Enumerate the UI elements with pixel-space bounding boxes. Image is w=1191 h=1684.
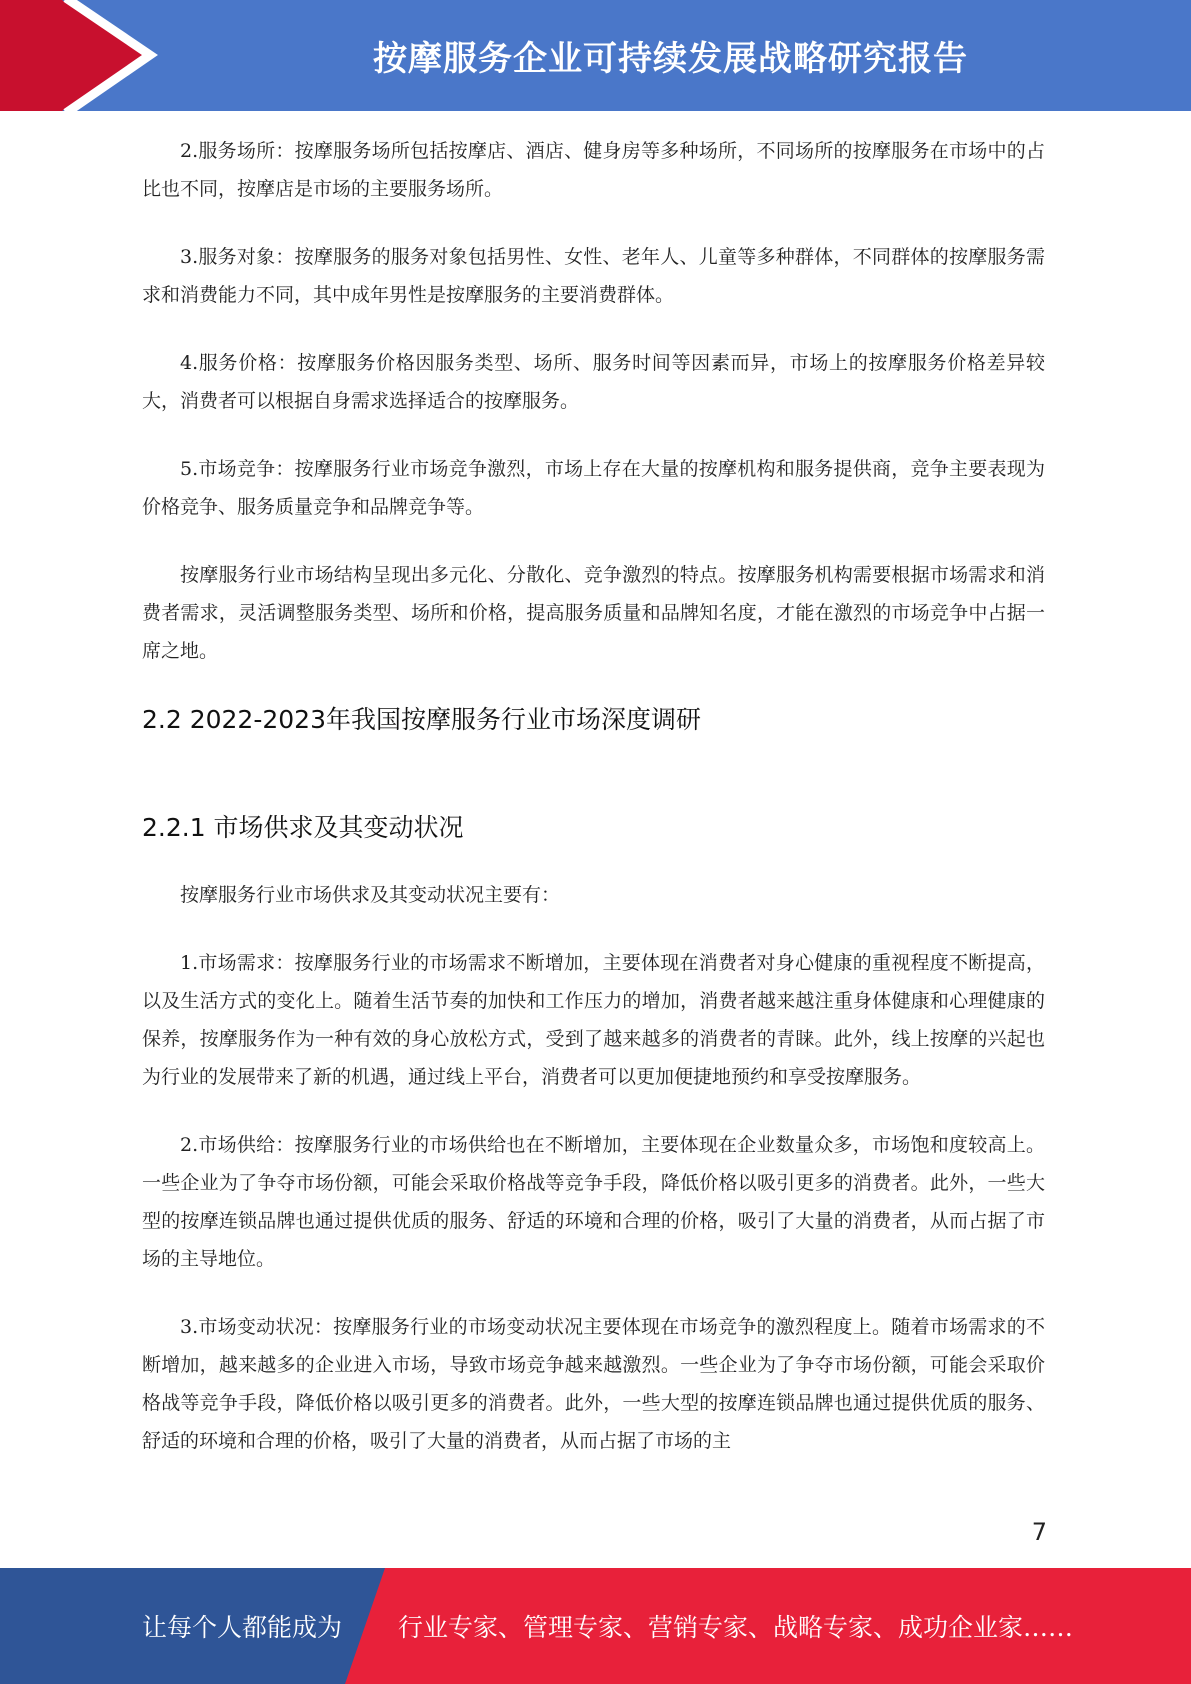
footer-slogan-right: 行业专家、管理专家、营销专家、战略专家、成功企业家…… (398, 1613, 1074, 1642)
paragraph-market-competition: 5.市场竞争：按摩服务行业市场竞争激烈，市场上存在大量的按摩机构和服务提供商，竞争主要表现为价格竞争、服务质量竞争和品牌竞争等。 (142, 458, 1045, 518)
paragraph-service-price: 4.服务价格：按摩服务价格因服务类型、场所、服务时间等因素而异，市场上的按摩服务价格差异较大，消费者可以根据自身需求选择适合的按摩服务。 (142, 352, 1045, 412)
paragraph-market-structure-summary: 按摩服务行业市场结构呈现出多元化、分散化、竞争激烈的特点。按摩服务机构需要根据市场需求和消费者需求，灵活调整服务类型、场所和价格，提高服务质量和品牌知名度，才能在激烈的市场竞争中占据一席之地。 (142, 564, 1045, 662)
paragraph-supply-demand-intro: 按摩服务行业市场供求及其变动状况主要有： (180, 884, 561, 906)
page-number: 7 (1031, 1518, 1047, 1546)
paragraph-service-target: 3.服务对象：按摩服务的服务对象包括男性、女性、老年人、儿童等多种群体，不同群体的按摩服务需求和消费能力不同，其中成年男性是按摩服务的主要消费群体。 (142, 246, 1045, 306)
paragraph-market-demand: 1.市场需求：按摩服务行业的市场需求不断增加，主要体现在消费者对身心健康的重视程度不断提高，以及生活方式的变化上。随着生活节奏的加快和工作压力的增加，消费者越来越注重身体健康和心理健康的保养，按摩服务作为一种有效的身心放松方式，受到了越来越多的消费者的青睐。此外，线上按摩的兴起也为行业的发展带来了新的机遇，通过线上平台，消费者可以更加便捷地预约和享受按摩服务。 (142, 952, 1045, 1088)
paragraph-market-change: 3.市场变动状况：按摩服务行业的市场变动状况主要体现在市场竞争的激烈程度上。随着市场需求的不断增加，越来越多的企业进入市场，导致市场竞争越来越激烈。一些企业为了争夺市场份额，可能会采取价格战等竞争手段，降低价格以吸引更多的消费者。此外，一些大型的按摩连锁品牌也通过提供优质的服务、舒适的环境和合理的价格，吸引了大量的消费者，从而占据了市场的主 (142, 1316, 1045, 1452)
paragraph-market-supply: 2.市场供给：按摩服务行业的市场供给也在不断增加，主要体现在企业数量众多，市场饱和度较高上。一些企业为了争夺市场份额，可能会采取价格战等竞争手段，降低价格以吸引更多的消费者。此外，一些大型的按摩连锁品牌也通过提供优质的服务、舒适的环境和合理的价格，吸引了大量的消费者，从而占据了市场的主导地位。 (142, 1134, 1045, 1270)
page-header (0, 0, 1191, 111)
page-footer (0, 1568, 1191, 1684)
section-heading-2-2: 2.2 2022-2023年我国按摩服务行业市场深度调研 (142, 705, 701, 734)
page-content (142, 132, 1045, 1490)
footer-slogan-left: 让每个人都能成为 (142, 1613, 343, 1642)
section-heading-2-2-1: 2.2.1 市场供求及其变动状况 (142, 813, 464, 842)
report-title: 按摩服务企业可持续发展战略研究报告 (373, 39, 968, 79)
paragraph-service-venue: 2.服务场所：按摩服务场所包括按摩店、酒店、健身房等多种场所，不同场所的按摩服务在市场中的占比也不同，按摩店是市场的主要服务场所。 (142, 140, 1045, 200)
